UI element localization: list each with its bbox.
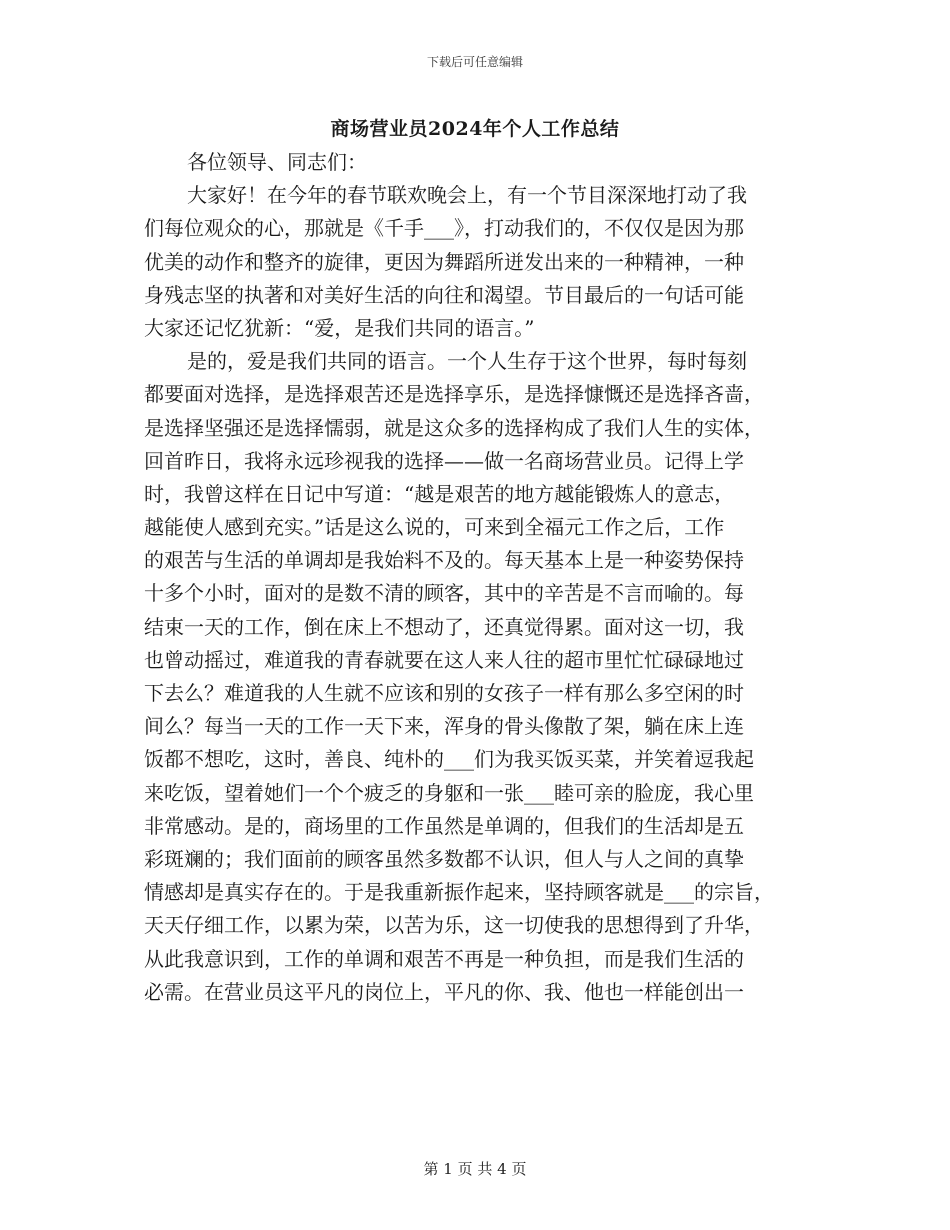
text-line: 十多个小时，面对的是数不清的顾客，其中的辛苦是不言而喻的。每 bbox=[144, 581, 744, 606]
text-line: 是的，爱是我们共同的语言。一个人生存于这个世界，每时每刻 bbox=[187, 349, 747, 374]
text-line: 的艰苦与生活的单调却是我始料不及的。每天基本上是一种姿势保持 bbox=[144, 548, 744, 573]
text-line: 从此我意识到，工作的单调和艰苦不再是一种负担，而是我们生活的 bbox=[144, 946, 744, 971]
text-line: 越能使人感到充实。”话是这么说的，可来到全福元工作之后，工作 bbox=[144, 515, 725, 540]
text-line: 天天仔细工作，以累为荣，以苦为乐，这一切使我的思想得到了升华， bbox=[144, 913, 764, 938]
text-line: 优美的动作和整齐的旋律，更因为舞蹈所迸发出来的一种精神，一种 bbox=[144, 249, 744, 274]
text-line: 间么？每当一天的工作一天下来，浑身的骨头像散了架，躺在床上连 bbox=[144, 714, 744, 739]
text-line: 们每位观众的心，那就是《千手___》，打动我们的，不仅仅是因为那 bbox=[144, 216, 744, 241]
text-line: 大家好！在今年的春节联欢晚会上，有一个节目深深地打动了我 bbox=[187, 183, 747, 208]
text-line: 彩斑斓的；我们面前的顾客虽然多数都不认识，但人与人之间的真挚 bbox=[144, 846, 744, 871]
text-line: 是选择坚强还是选择懦弱，就是这众多的选择构成了我们人生的实体， bbox=[144, 415, 764, 440]
document-title: 商场营业员2024年个人工作总结 bbox=[330, 118, 620, 140]
text-line: 身残志坚的执著和对美好生活的向往和渴望。节目最后的一句话可能 bbox=[144, 282, 744, 307]
text-line: 来吃饭，望着她们一个个疲乏的身躯和一张___睦可亲的脸庞，我心里 bbox=[144, 780, 754, 805]
document-body bbox=[144, 146, 824, 1009]
page-number: 第 1 页 共 4 页 bbox=[423, 1160, 527, 1178]
text-line: 结束一天的工作，倒在床上不想动了，还真觉得累。面对这一切，我 bbox=[144, 614, 744, 639]
text-line: 回首昨日，我将永远珍视我的选择——做一名商场营业员。记得上学 bbox=[144, 448, 744, 473]
text-line: 下去么？难道我的人生就不应该和别的女孩子一样有那么多空闲的时 bbox=[144, 681, 744, 705]
text-line: 时，我曾这样在日记中写道：“越是艰苦的地方越能锻炼人的意志， bbox=[144, 481, 735, 506]
text-line: 也曾动摇过，难道我的青春就要在这人来人往的超市里忙忙碌碌地过 bbox=[144, 647, 744, 672]
header-note: 下载后可任意编辑 bbox=[426, 55, 523, 69]
text-line: 必需。在营业员这平凡的岗位上，平凡的你、我、他也一样能创出一 bbox=[144, 979, 744, 1004]
text-line: 情感却是真实存在的。于是我重新振作起来，坚持顾客就是___的宗旨， bbox=[144, 880, 774, 905]
text-line: 都要面对选择，是选择艰苦还是选择享乐，是选择慷慨还是选择吝啬， bbox=[144, 382, 764, 407]
text-line: 大家还记忆犹新：“爱，是我们共同的语言。” bbox=[144, 315, 535, 340]
text-line: 各位领导、同志们： bbox=[187, 150, 367, 174]
text-line: 饭都不想吃，这时，善良、纯朴的___们为我买饭买菜，并笑着逗我起 bbox=[144, 747, 754, 772]
text-line: 非常感动。是的，商场里的工作虽然是单调的，但我们的生活却是五 bbox=[144, 813, 744, 838]
